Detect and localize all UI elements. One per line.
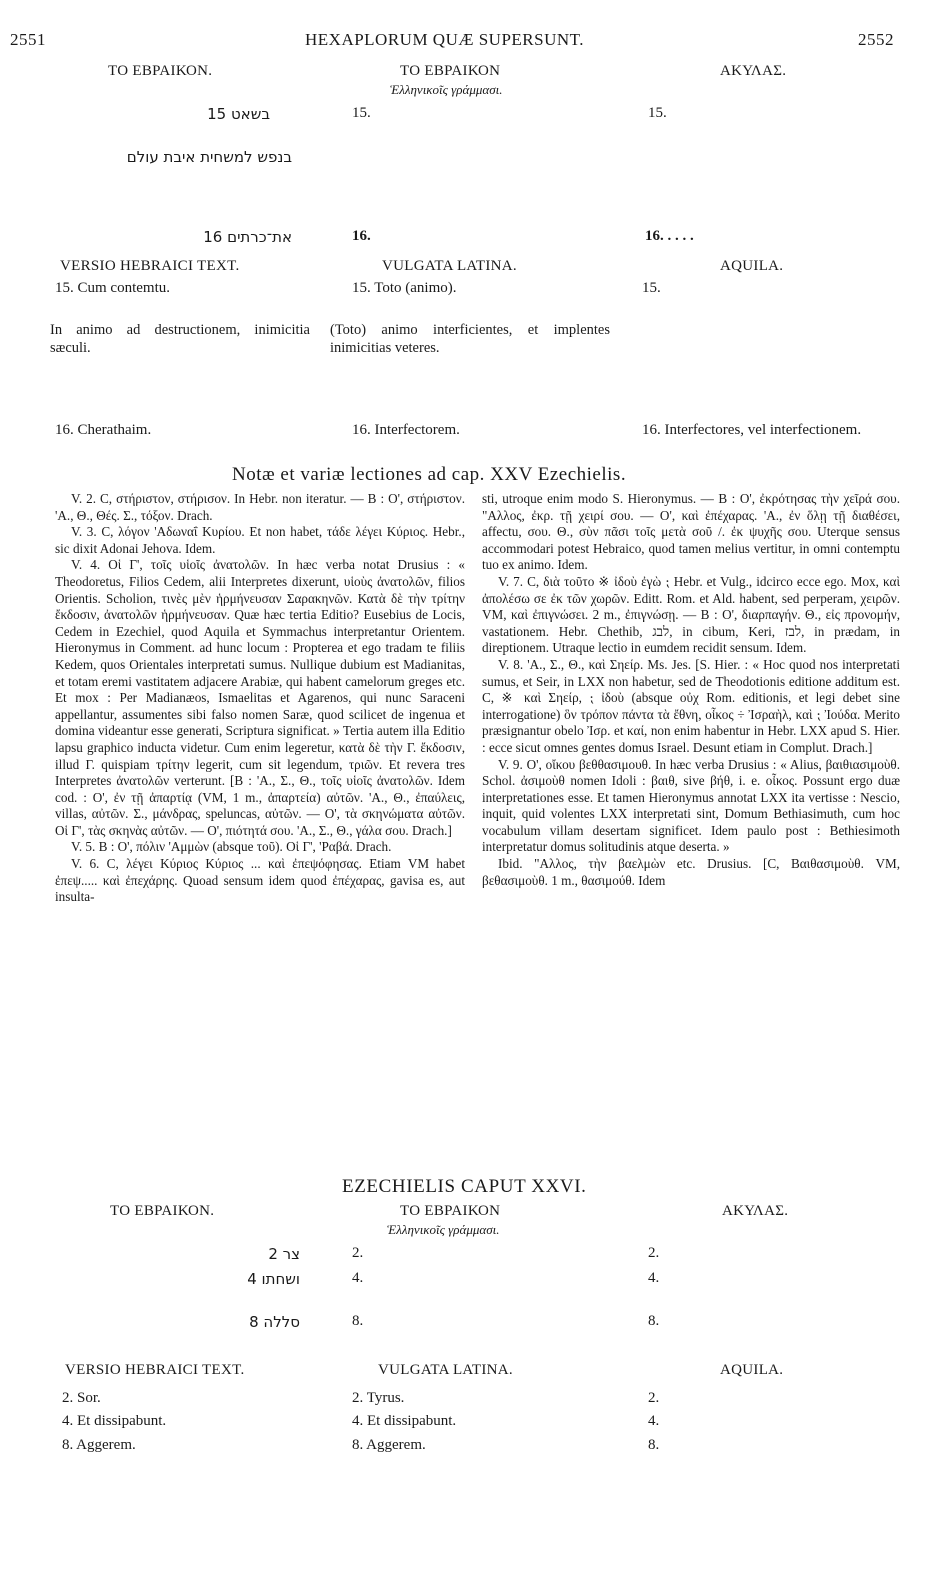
latin-header-vulgate: VULGATA LATINA. (382, 258, 517, 274)
col-header-hebrew: ΤΟ ΕΒΡΑΙΚΟΝ. (108, 63, 213, 79)
chapter-title: EZECHIELIS CAPUT XXVI. (342, 1176, 587, 1197)
latin-header-hebrew: VERSIO HEBRAICI TEXT. (60, 258, 240, 274)
latin-header-aquila: AQUILA. (720, 258, 784, 274)
note-v2: V. 2. C, στήριστον, στήρισον. In Hebr. non iteratur. — B : O', στήριστον. 'A., Θ., Θές. Σ., τόξον. Drach. (55, 491, 465, 523)
verse-num-15-mid: 15. (352, 105, 371, 121)
ch-right-v4: 4. (648, 1270, 660, 1286)
verse-15-vulgate-cont: (Toto) animo interficientes, et implentes inimicitias veteres. (330, 322, 610, 356)
ch-latin-v2-vulgate: 2. Tyrus. (352, 1390, 405, 1406)
note-v9-ibid: Ibid. "Αλλος, τὴν βαελμὼν etc. Drusius. [C, Βαιθασιμοὺθ. VM, βεθασιμοὺθ. 1 m., θασιμούθ. Idem (482, 856, 900, 888)
col-header-aquila-greek: ΑΚΥΛΑΣ. (720, 63, 787, 79)
notes-right-column (482, 491, 900, 889)
ch-right-v2: 2. (648, 1245, 660, 1261)
ch-col-subheader-greek-letters: Ἑλληνικοῖς γράμμασι. (387, 1222, 500, 1237)
note-v3: V. 3. C, λόγον 'Αδωναΐ Κυρίου. Et non habet, τάδε λέγει Κύριος. Hebr., sic dixit Adonai Jehova. Idem. (55, 524, 465, 556)
ch-latin-v4-aquila: 4. (648, 1413, 660, 1429)
ch-mid-v2: 2. (352, 1245, 364, 1261)
note-v6: V. 6. C, λέγει Κύριος Κύριος ... καὶ ἐπεψόφησας. Etiam VM habet ἐπεψ..... καὶ ἐπεχάρης. Quoad sensum idem quod ἐπέχαρας, gavisa es, aut insulta- (55, 856, 465, 905)
verse-16-vulgate: 16. Interfectorem. (352, 422, 460, 438)
page-number-right: 2552 (858, 30, 894, 49)
verse-num-16-mid: 16. (352, 228, 371, 244)
ch-latin-header-hebrew: VERSIO HEBRAICI TEXT. (65, 1362, 245, 1378)
ch-latin-v4-hebrew: 4. Et dissipabunt. (62, 1413, 167, 1429)
ch-mid-v8: 8. (352, 1313, 364, 1329)
col-subheader-greek-letters: Ἑλληνικοῖς γράμμασι. (390, 82, 503, 97)
ch-right-v8: 8. (648, 1313, 660, 1329)
ch-col-header-aquila-greek: ΑΚΥΛΑΣ. (722, 1203, 789, 1219)
ch-latin-v8-aquila: 8. (648, 1437, 660, 1453)
verse-15-hebrew-version-cont: In animo ad destructionem, inimicitia sæculi. (50, 322, 310, 356)
note-v4: V. 4. Οἱ Γ', τοῖς υἱοῖς ἀνατολῶν. In hæc verba notat Drusius : « Theodoretus, Filios Cedem, alii Interpretes dixerunt, υἱοὺς ἀνατολῶν, filios Orientis. Scholion, τινὲς μὲν ἡρμήνευσαν Σαρακηνῶν. Κατὰ δὲ τὴν τρίτην ἔκδοσιν, ἀνατολῶν ἡρμήνευσαν. Quæ hæc tertia Editio? Eusebius de Locis, Cedem in Ezechiel, quod Aquila et Symmachus interpretantur Orientem. Hieronymus in Comment. ad hunc locum : Propterea et ego tradam te filiis Kedem, quos Orientales interpretati sumus. Nullique dubium est Madianitas, et totam eremi vastitatem adjacere Arabiæ, qui habent camelorum greges etc. Et mox : Per Madianæos, Ismaelitas et Agarenos, qui nunc Saraceni appellantur, assumentes sibi falso nomen Saræ, quod scilicet de ingenua et domina videantur esse generati, Scriptura significat. » Tertia autem illa Editio lapsu graphico inducta videtur. Cum enim legeretur, κατὰ δὲ τὴν Γ. ἔκδοσιν, illud Γ. quispiam τρίτην legerit, cum sit legendum, τριῶν. Et revera tres Interpretes ἀνατολῶν verterunt. [B : 'A., Σ., Θ., τοῖς υἱοῖς ἀνατολῶν. Idem cod. : O', ἐν τῇ ἀπαρτίᾳ (VM, 1 m., ἀπαρτεία) αὐτῶν. 'A., Θ., ἐπαύλεις, villas, αὐτῶν. Σ., μάνδρας, speluncas, αὐτῶν. — O', τὰ σκηνώματα αὐτῶν. Οἱ Γ', τὰς σκηνὰς αὐτῶν. — O', πιότητά σου. 'A., Σ., Θ., γάλα σου. Drach.] (55, 557, 465, 838)
ch-hebrew-v2: צר 2 (268, 1245, 300, 1263)
verse-15-aquila: 15. (642, 280, 661, 296)
verse-16-aquila: 16. Interfectores, vel interfectionem. (642, 422, 862, 438)
verse-15-hebrew-version: 15. Cum contemtu. (55, 280, 170, 296)
running-title: HEXAPLORUM QUÆ SUPERSUNT. (305, 30, 585, 49)
ch-latin-v2-aquila: 2. (648, 1390, 660, 1406)
hebrew-verse-16: את־כרתים 16 (203, 228, 292, 246)
note-v5: V. 5. B : O', πόλιν 'Αμμὼν (absque τοῦ). Οἱ Γ', 'Ραβά. Drach. (71, 839, 392, 855)
ch-col-header-hebrew: ΤΟ ΕΒΡΑΙΚΟΝ. (110, 1203, 215, 1219)
notes-left-column (55, 491, 465, 906)
ch-mid-v4: 4. (352, 1270, 364, 1286)
ch-hebrew-v4: ושחתו 4 (247, 1270, 300, 1288)
hebrew-verse-15: בשאט 15 (207, 105, 270, 123)
page-number-left: 2551 (10, 30, 46, 49)
notes-title: Notæ et variæ lectiones ad cap. XXV Ezechielis. (232, 464, 627, 485)
ch-latin-v8-hebrew: 8. Aggerem. (62, 1437, 136, 1453)
ch-latin-header-aquila: AQUILA. (720, 1362, 784, 1378)
hebrew-verse-15-cont: בנפש למשחית איבת עולם (126, 148, 292, 166)
ch-latin-v8-vulgate: 8. Aggerem. (352, 1437, 426, 1453)
ch-latin-v4-vulgate: 4. Et dissipabunt. (352, 1413, 457, 1429)
note-v9: V. 9. O', οἴκου βεθθασιμουθ. In hæc verba Drusius : « Alius, βαιθιασιμοὺθ. Schol. ἀσιμοὺθ nomen Idoli : βαιθ, sive βήθ, i. e. οἶκος. Possunt ergo duæ interpretationes esse. Et tamen Hieronymus annotat LXX ita vertisse : Nescio, inquit, quid volentes LXX interpretati sint, Domum Bethiasimuth, cum hoc vocabulum villam desertam significet. Idem paulo post : Bethiesimoth interpretatur domus solitudinis atque deserta. » (482, 756, 900, 855)
note-v6-cont: sti, utroque enim modo S. Hieronymus. — B : O', ἐκρότησας τὴν χεῖρά σου. "Αλλος, ἐκρ. τῇ χειρί σου. — O', καὶ ἐπέχαρας. 'A., ἐν ὅλῃ τῇ διαθέσει, affectu, σου. Θ., σὺν πᾶσι τοῖς μετὰ σοῦ /. ἐκ ψυχῆς σου. Uterque sensus accommodari potest Hebraico, quod tamen melius vertitur, in omni contemptu tuo ex animo. Idem. (482, 491, 900, 573)
verse-num-15-right: 15. (648, 105, 667, 121)
ch-latin-v2-hebrew: 2. Sor. (62, 1390, 101, 1406)
note-v8: V. 8. 'A., Σ., Θ., καὶ Σηείρ. Ms. Jes. [S. Hier. : « Hoc quod nos interpretati sumus, et Seir, in LXX non habetur, sed de Theodotionis editione additum est. C, ※ καὶ Σηείρ, ⁏ ἰδοὺ (absque οὐχ Rom. editionis, et legi debet sine interrogatione) ὃν τρόπον πάντα τὰ ἔθνη, οἶκος ÷ Ἰσραὴλ, καὶ ⁏ Ἰούδα. Merito præsignantur obelo Ἰσρ. et καί, non enim habentur in Hebr. LXX apud S. Hier. : ecce sicut omnes gentes domus Israel. Desunt etiam in Complut. Drach.] (482, 656, 900, 755)
ch-latin-header-vulgate: VULGATA LATINA. (378, 1362, 513, 1378)
ch-hebrew-v8: סללה 8 (249, 1313, 300, 1331)
verse-num-16-right: 16. . . . . (645, 228, 694, 244)
verse-16-hebrew-version: 16. Cherathaim. (55, 422, 152, 438)
verse-15-vulgate: 15. Toto (animo). (352, 280, 457, 296)
note-v7: V. 7. C, διὰ τοῦτο ※ ἰδοὺ ἐγὼ ⁏ Hebr. et Vulg., idcirco ecce ego. Mox, καὶ ἀπολέσω σε ἐκ τῶν χωρῶν. Editt. Rom. et Ald. habent, sed perperam, χειρῶν. VM, καὶ ἐπιγνώσει. 2 m., ἐπιγνώσῃ. — B : O', διαρπαγήν. Θ., εἰς προνομήν, vastationem. Hebr. Chethib, לבג, in cibum, Keri, לבז, in prædam, in direptionem. Utraque lectio in eumdem recidit sensum. Idem. (482, 573, 900, 656)
ch-col-header-hebrew-greek: ΤΟ ΕΒΡΑΙΚΟΝ (400, 1203, 501, 1219)
col-header-hebrew-greek: ΤΟ ΕΒΡΑΙΚΟΝ (400, 63, 501, 79)
